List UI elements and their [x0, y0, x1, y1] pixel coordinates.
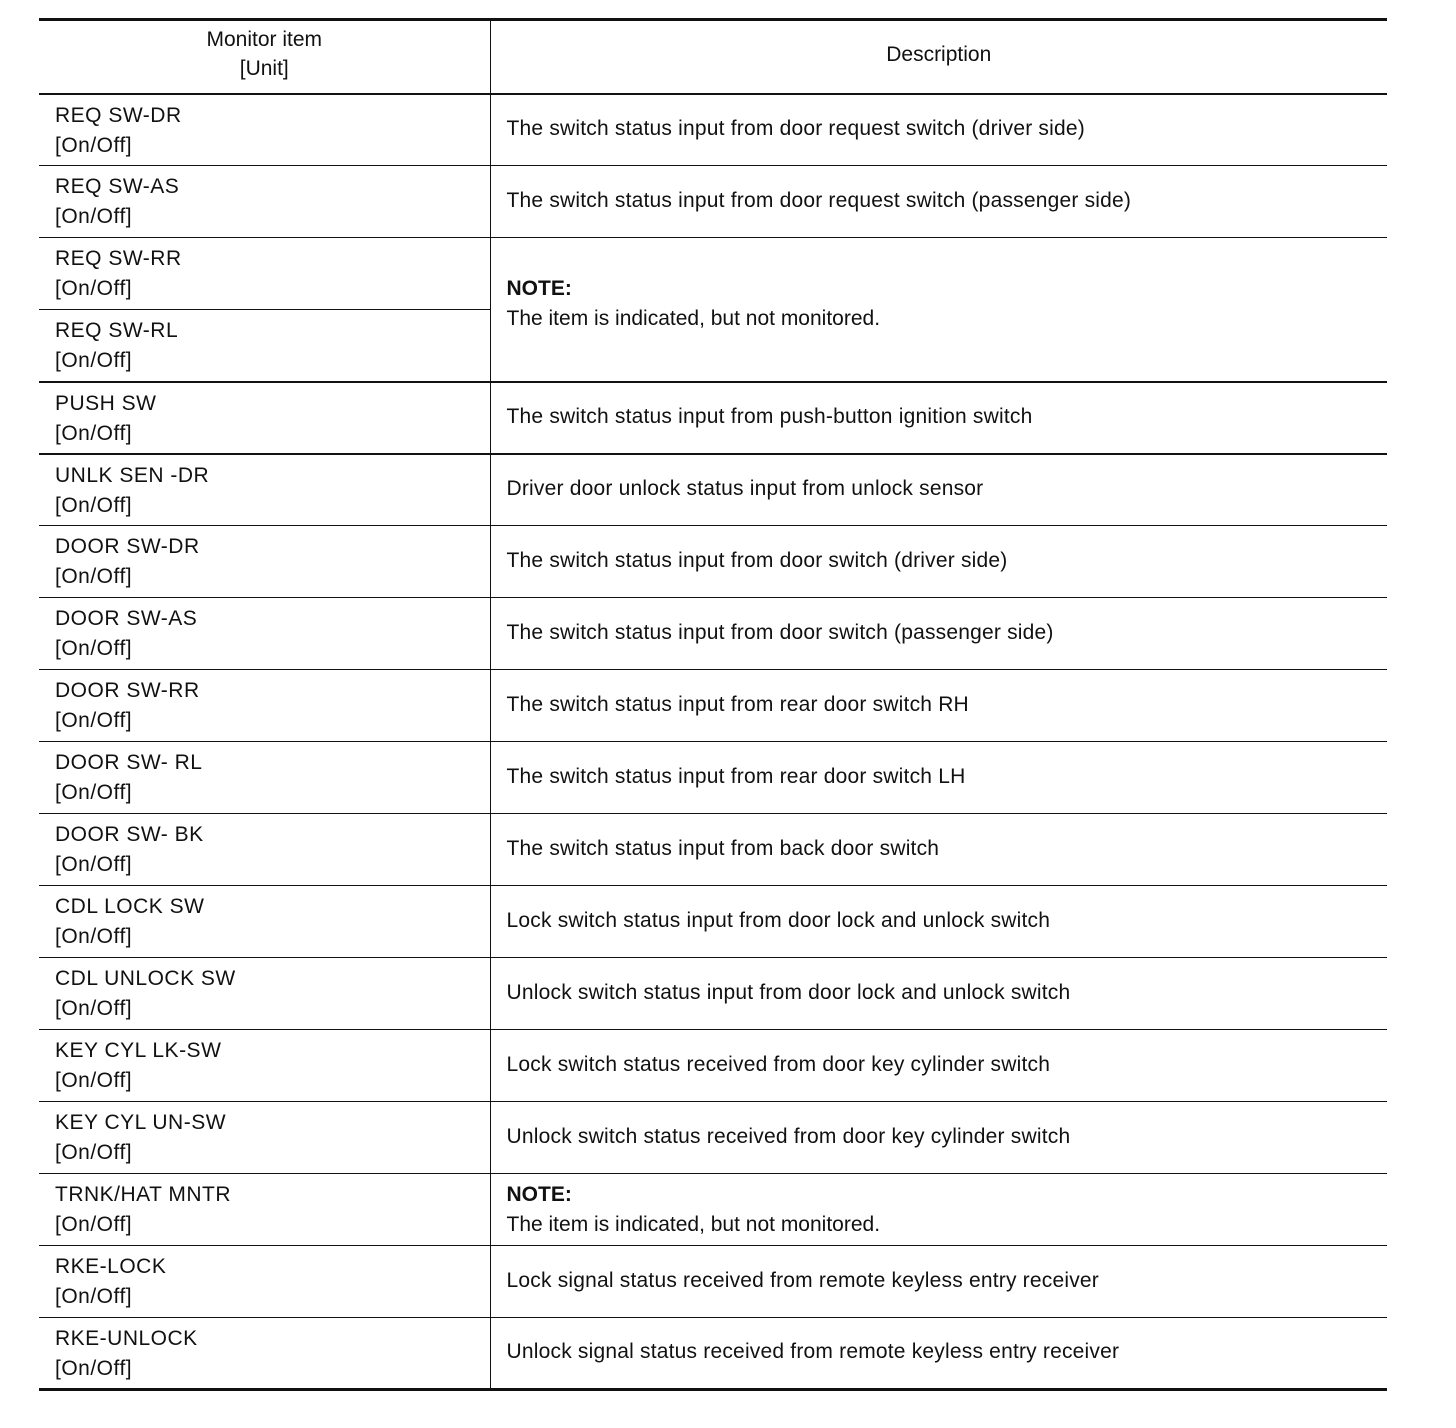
monitor-item-name: DOOR SW-DR [55, 535, 200, 558]
monitor-item-cell [39, 1030, 490, 1102]
table-row [39, 1246, 1387, 1318]
description-cell: The switch status input from door switch (passenger side) [490, 598, 1387, 670]
note-cell-trunk [490, 1174, 1387, 1246]
table-row [39, 958, 1387, 1030]
monitor-item-cell [39, 382, 490, 454]
monitor-item-unit: [On/Off] [55, 133, 133, 157]
table-row [39, 454, 1387, 526]
note-label: NOTE: [506, 1183, 572, 1206]
description-cell: The switch status input from door request switch (passenger side) [490, 166, 1387, 238]
monitor-item-cell [39, 94, 490, 166]
table-row [39, 1318, 1387, 1390]
monitor-item-name: RKE-UNLOCK [55, 1327, 198, 1350]
monitor-item-cell [39, 454, 490, 526]
monitor-item-unit: [On/Off] [55, 277, 133, 300]
monitor-item-name: DOOR SW- BK [55, 823, 204, 846]
monitor-item-name: CDL LOCK SW [55, 895, 205, 918]
description-cell: Unlock signal status received from remote keyless entry receiver [490, 1318, 1387, 1390]
monitor-item-name: KEY CYL UN-SW [55, 1111, 227, 1134]
note-text: The item is indicated, but not monitored. [506, 307, 881, 331]
table-row [39, 1030, 1387, 1102]
note-text: The item is indicated, but not monitored. [506, 1213, 881, 1236]
monitor-item-unit: [On/Off] [55, 709, 133, 732]
monitor-item-unit: [On/Off] [55, 565, 133, 588]
description-cell: The switch status input from door request switch (driver side) [490, 94, 1387, 166]
table-row [39, 886, 1387, 958]
monitor-item-unit: [On/Off] [55, 853, 133, 876]
monitor-item-unit: [On/Off] [55, 421, 133, 445]
monitor-item-name: REQ SW-DR [55, 103, 182, 127]
header-unit-label: [Unit] [239, 57, 289, 80]
monitor-item-cell [39, 1174, 490, 1246]
table-row [39, 598, 1387, 670]
monitor-item-cell [39, 958, 490, 1030]
monitor-item-unit: [On/Off] [55, 205, 133, 228]
monitor-item-unit: [On/Off] [55, 781, 133, 804]
description-cell: Driver door unlock status input from unlock sensor [490, 454, 1387, 526]
monitor-item-unit: [On/Off] [55, 493, 133, 517]
monitor-item-cell [39, 166, 490, 238]
table-row [39, 1174, 1387, 1246]
header-monitor-item [39, 20, 490, 94]
description-cell: The switch status input from door switch (driver side) [490, 526, 1387, 598]
monitor-item-name: DOOR SW-RR [55, 679, 200, 702]
monitor-item-name: DOOR SW-AS [55, 607, 198, 630]
table-row [39, 526, 1387, 598]
monitor-item-unit: [On/Off] [55, 1069, 133, 1092]
table-row [39, 1102, 1387, 1174]
description-cell: Lock signal status received from remote keyless entry receiver [490, 1246, 1387, 1318]
monitor-item-cell [39, 598, 490, 670]
description-cell: The switch status input from push-button ignition switch [490, 382, 1387, 454]
description-cell: The switch status input from back door switch [490, 814, 1387, 886]
monitor-item-cell [39, 1246, 490, 1318]
monitor-item-name: TRNK/HAT MNTR [55, 1183, 232, 1206]
note-label: NOTE: [506, 277, 572, 301]
description-cell: Lock switch status received from door key cylinder switch [490, 1030, 1387, 1102]
description-cell: Unlock switch status input from door lock and unlock switch [490, 958, 1387, 1030]
monitor-item-unit: [On/Off] [55, 349, 133, 372]
monitor-item-cell [39, 1318, 490, 1390]
monitor-item-unit: [On/Off] [55, 925, 133, 948]
table-row [39, 814, 1387, 886]
table-row [39, 94, 1387, 166]
header-description: Description [490, 20, 1387, 94]
monitor-item-cell [39, 886, 490, 958]
monitor-item-cell [39, 238, 490, 310]
monitor-item-unit: [On/Off] [55, 637, 133, 660]
table-row [39, 238, 1387, 310]
monitor-item-unit: [On/Off] [55, 997, 133, 1020]
description-cell: Lock switch status input from door lock and unlock switch [490, 886, 1387, 958]
description-cell: The switch status input from rear door switch RH [490, 670, 1387, 742]
monitor-item-name: DOOR SW- RL [55, 751, 203, 774]
table-row [39, 670, 1387, 742]
monitor-item-cell [39, 814, 490, 886]
monitor-item-table [39, 18, 1387, 1391]
monitor-item-name: KEY CYL LK-SW [55, 1039, 222, 1062]
description-cell: Unlock switch status received from door key cylinder switch [490, 1102, 1387, 1174]
monitor-item-table-container [39, 18, 1387, 1391]
monitor-item-cell [39, 670, 490, 742]
monitor-item-name: RKE-LOCK [55, 1255, 167, 1278]
monitor-item-name: REQ SW-RL [55, 319, 179, 342]
table-row [39, 382, 1387, 454]
monitor-item-name: REQ SW-RR [55, 247, 182, 270]
note-cell-req-rear [490, 238, 1387, 382]
table-row [39, 742, 1387, 814]
monitor-item-name: REQ SW-AS [55, 175, 180, 198]
monitor-item-unit: [On/Off] [55, 1141, 133, 1164]
monitor-item-name: PUSH SW [55, 391, 157, 415]
header-monitor-item-label: Monitor item [206, 28, 323, 51]
table-header-row [39, 20, 1387, 94]
monitor-item-name: CDL UNLOCK SW [55, 967, 236, 990]
table-row [39, 166, 1387, 238]
monitor-item-unit: [On/Off] [55, 1357, 133, 1380]
monitor-item-cell [39, 1102, 490, 1174]
monitor-item-cell [39, 310, 490, 382]
monitor-item-name: UNLK SEN -DR [55, 463, 210, 487]
monitor-item-cell [39, 742, 490, 814]
description-cell: The switch status input from rear door switch LH [490, 742, 1387, 814]
monitor-item-unit: [On/Off] [55, 1213, 133, 1236]
monitor-item-cell [39, 526, 490, 598]
monitor-item-unit: [On/Off] [55, 1285, 133, 1308]
